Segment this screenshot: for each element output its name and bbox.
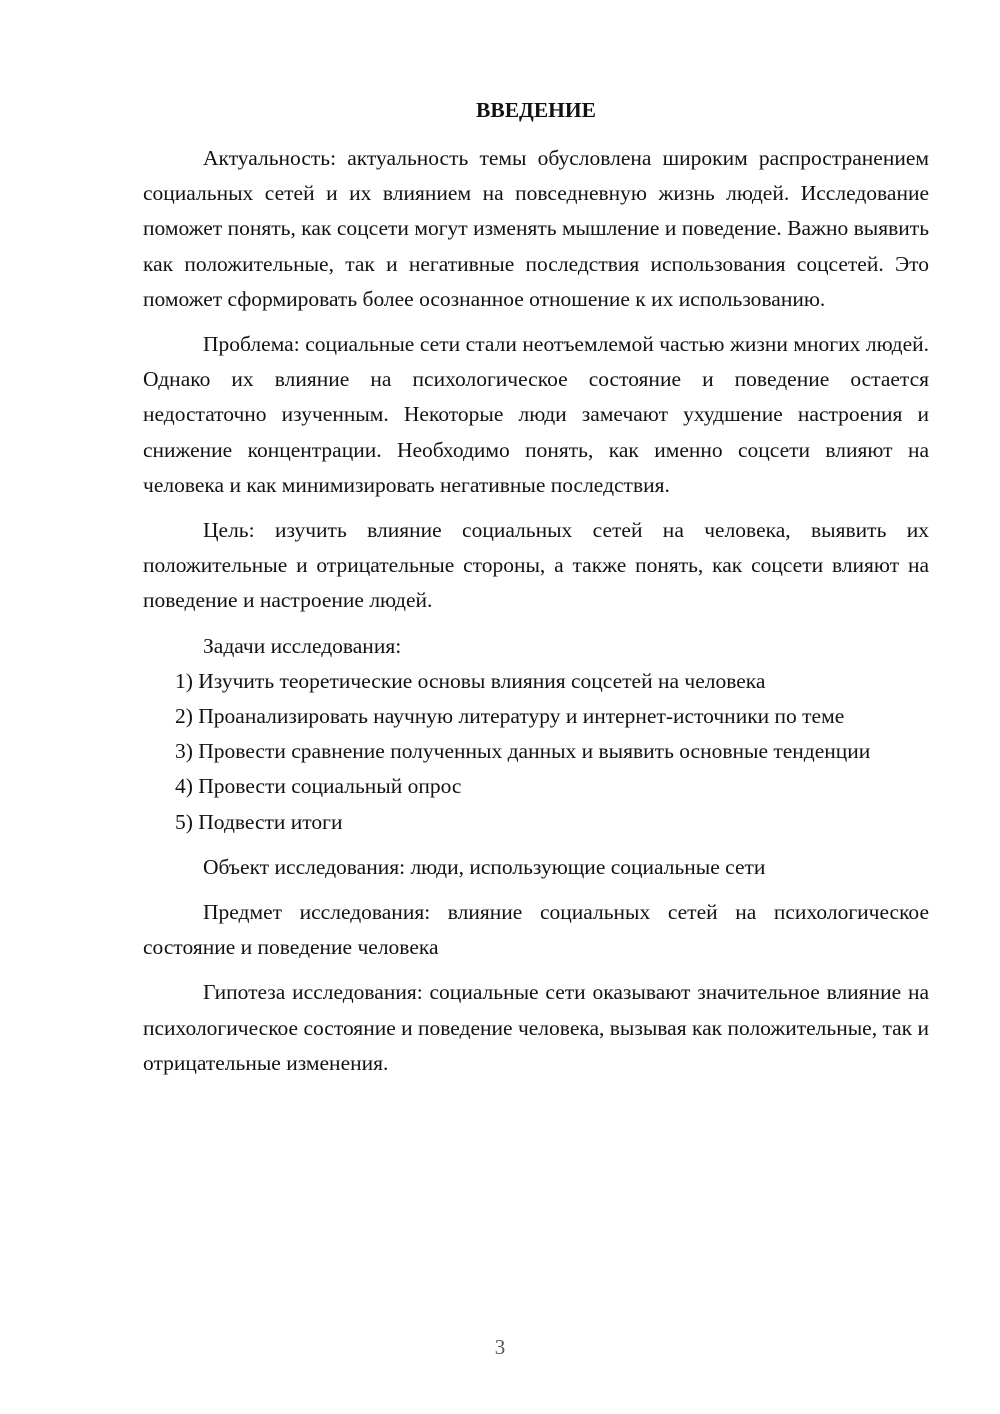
task-item-5: 5) Подвести итоги (175, 809, 343, 834)
actuality-paragraph: Актуальность: актуальность темы обусловлена широким распространением социальных сетей и их влиянием на повседневную жизнь людей. Исследование поможет понять, как соцсети могут изменять мышление и поведение. Важно выявить как положительные, так и негативные последствия использования соцсетей. Это поможет сформировать более осознанное отношение к их использованию. (143, 146, 929, 311)
goal-paragraph: Цель: изучить влияние социальных сетей на человека, выявить их положительные и отрицательные стороны, а также понять, как соцсети влияют на поведение и настроение людей. (143, 518, 929, 613)
subject-paragraph: Предмет исследования: влияние социальных сетей на психологическое состояние и поведение человека (143, 900, 929, 960)
problem-paragraph: Проблема: социальные сети стали неотъемлемой частью жизни многих людей. Однако их влияние на психологическое состояние и поведение остается недостаточно изученным. Некоторые люди замечают ухудшение настроения и снижение концентрации. Необходимо понять, как именно соцсети влияют на человека и как минимизировать негативные последствия. (143, 332, 929, 497)
task-item-1: 1) Изучить теоретические основы влияния соцсетей на человека (175, 668, 766, 693)
hypothesis-paragraph: Гипотеза исследования: социальные сети оказывают значительное влияние на психологическое состояние и поведение человека, вызывая как положительные, так и отрицательные изменения. (143, 980, 929, 1075)
task-item-3: 3) Провести сравнение полученных данных и выявить основные тенденции (175, 739, 871, 764)
page-number: 3 (494, 1335, 506, 1359)
task-item-4: 4) Провести социальный опрос (175, 774, 462, 799)
section-body (143, 141, 929, 1081)
tasks-heading: Задачи исследования: (203, 633, 402, 658)
section-heading: ВВЕДЕНИЕ (476, 98, 596, 122)
object-paragraph: Объект исследования: люди, использующие социальные сети (203, 854, 766, 879)
task-item-2: 2) Проанализировать научную литературу и интернет-источники по теме (175, 704, 845, 729)
